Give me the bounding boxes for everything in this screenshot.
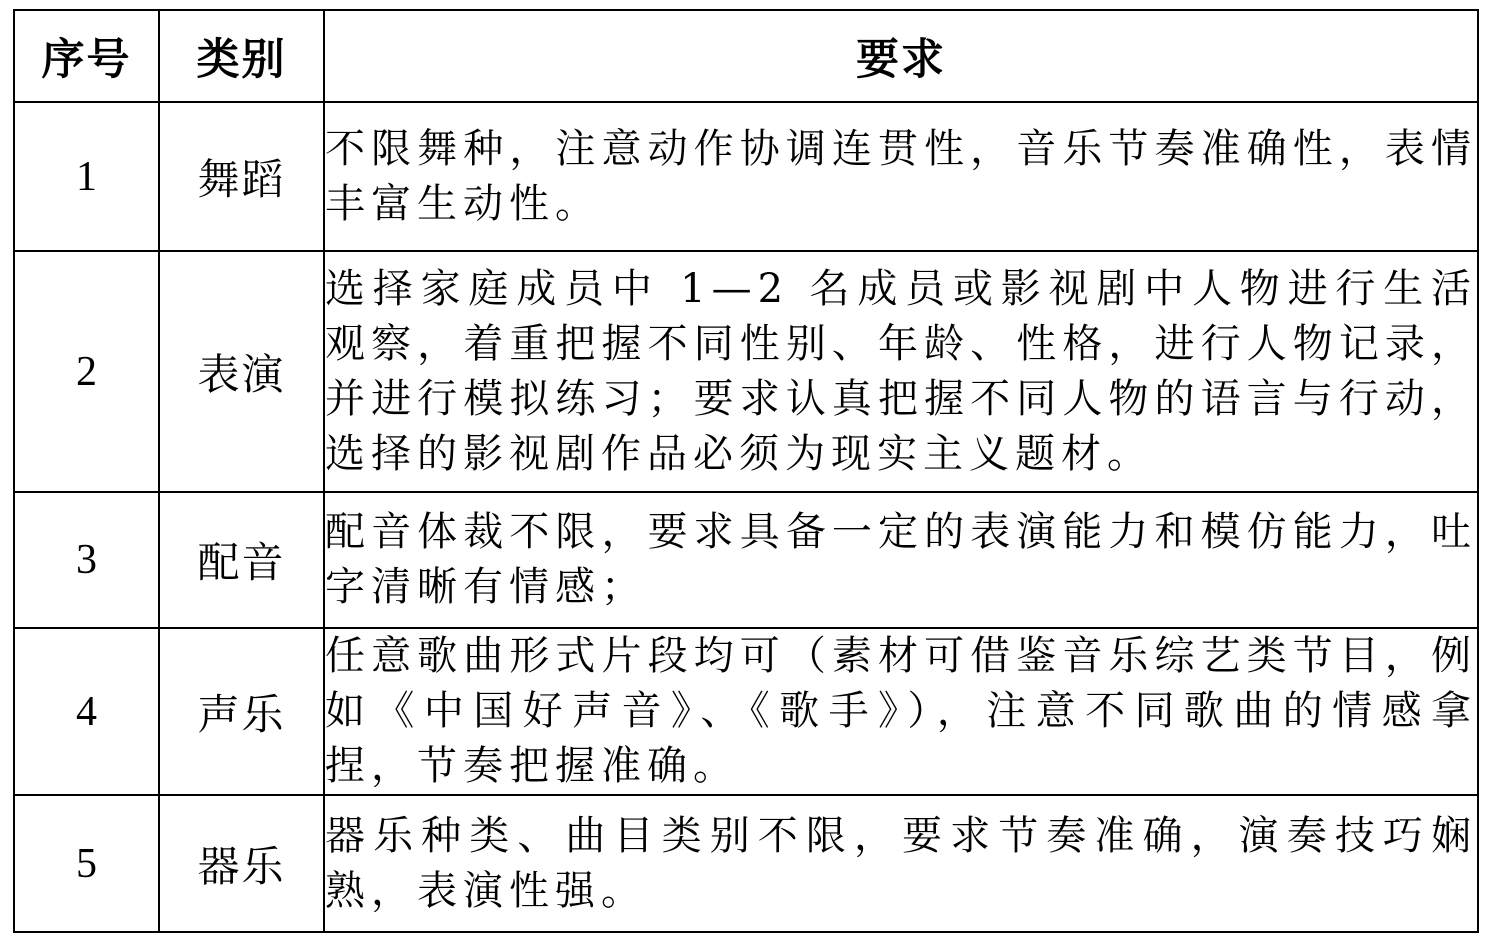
row-number: 4 xyxy=(14,628,159,795)
row-requirement: 选择家庭成员中 1—2 名成员或影视剧中人物进行生活观察，着重把握不同性别、年龄、性格，进行人物记录，并进行模拟练习；要求认真把握不同人物的语言与行动，选择的影视剧作品必须为现实主义题材。 xyxy=(324,251,1478,492)
row-category: 器乐 xyxy=(159,795,324,932)
table-row xyxy=(14,492,1478,628)
table-row xyxy=(14,628,1478,795)
header-number: 序号 xyxy=(14,10,159,102)
row-requirement: 配音体裁不限，要求具备一定的表演能力和模仿能力，吐字清晰有情感； xyxy=(324,492,1478,628)
row-category: 配音 xyxy=(159,492,324,628)
row-number: 1 xyxy=(14,102,159,251)
table-row xyxy=(14,795,1478,932)
row-requirement: 器乐种类、曲目类别不限，要求节奏准确，演奏技巧娴熟，表演性强。 xyxy=(324,795,1478,932)
row-number: 2 xyxy=(14,251,159,492)
row-category: 舞蹈 xyxy=(159,102,324,251)
requirements-table xyxy=(13,9,1479,933)
row-requirement: 任意歌曲形式片段均可（素材可借鉴音乐综艺类节目，例如《中国好声音》、《歌手》），注意不同歌曲的情感拿捏，节奏把握准确。 xyxy=(324,628,1478,795)
row-category: 表演 xyxy=(159,251,324,492)
header-requirement: 要求 xyxy=(324,10,1478,102)
row-requirement: 不限舞种，注意动作协调连贯性，音乐节奏准确性，表情丰富生动性。 xyxy=(324,102,1478,251)
row-number: 3 xyxy=(14,492,159,628)
table-row xyxy=(14,102,1478,251)
header-category: 类别 xyxy=(159,10,324,102)
row-category: 声乐 xyxy=(159,628,324,795)
row-number: 5 xyxy=(14,795,159,932)
table-row xyxy=(14,251,1478,492)
header-row xyxy=(14,10,1478,102)
